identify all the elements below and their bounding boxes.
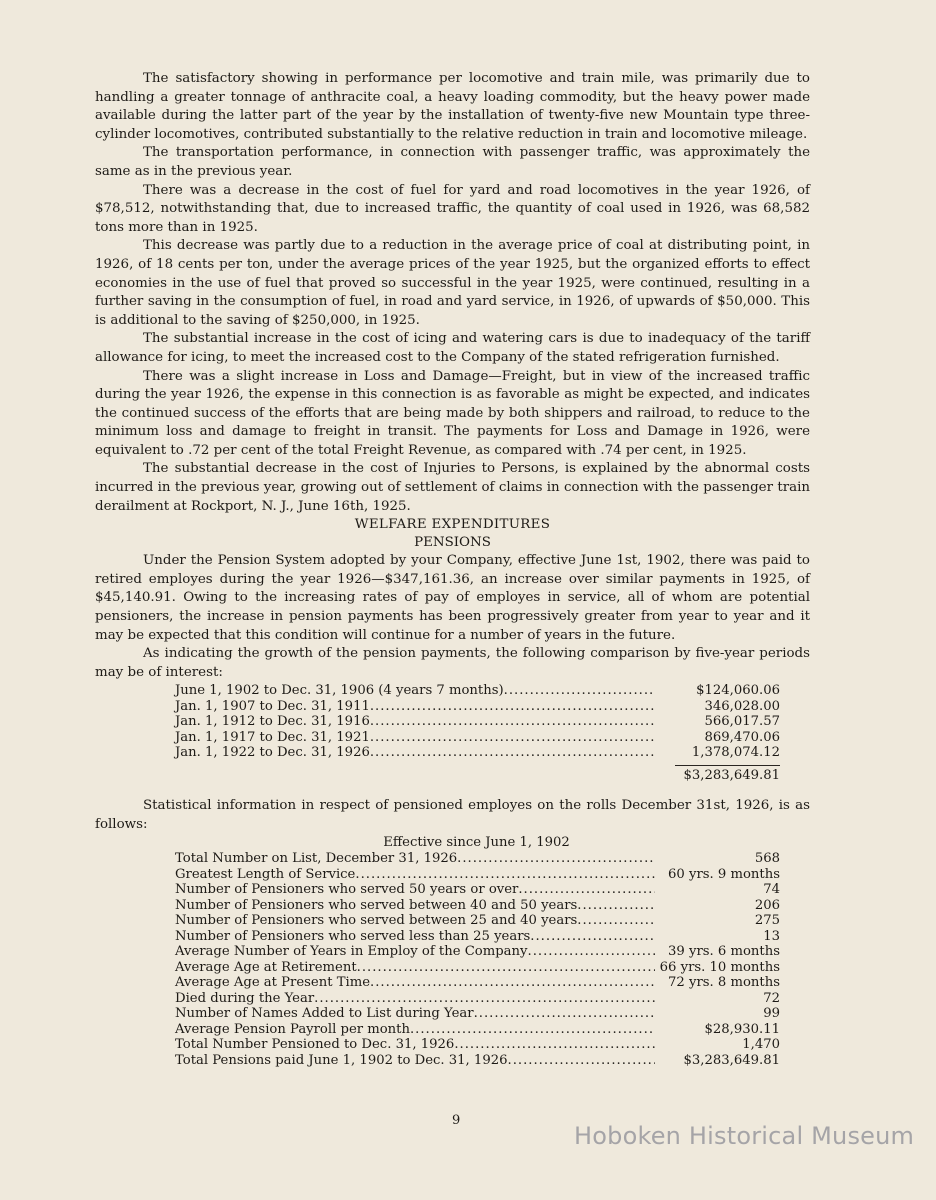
- paragraph-3: There was a decrease in the cost of fuel for yard and road locomotives in the year 1926, of $78,512, notwithstanding that, due to increased traffic, the quantity of coal used in 1926, was 68,582 tons more than in 1925.: [95, 182, 810, 235]
- report-body: [95, 70, 810, 1068]
- section-subheading: PENSIONS: [414, 535, 491, 551]
- table-row: Average Age at Retirement ..... 66 yrs. 10 months: [175, 960, 780, 976]
- table-row: Number of Pensioners who served between 25 and 40 years ..... 275: [175, 913, 780, 929]
- table-row: June 1, 1902 to Dec. 31, 1906 (4 years 7 months) ..... $124,060.06: [175, 683, 780, 699]
- table-row: Jan. 1, 1912 to Dec. 31, 1916 ..... 566,017.57: [175, 714, 780, 730]
- pension-growth-table: [175, 683, 780, 761]
- pension-paragraph-1: Under the Pension System adopted by your Company, effective June 1st, 1902, there was paid to retired employes during the year 1926—$347,161.36, an increase over similar payments in 1925, of $45,140.91. Owing to the increasing rates of pay of employes in service, all of whom are potential pensioners, the increase in pension payments has been progressively greater from year to year and it may be expected that this condition will continue for a number of years in the future.: [95, 553, 810, 643]
- page-number: 9: [452, 1113, 461, 1128]
- paragraph-1: The satisfactory showing in performance per locomotive and train mile, was primarily due to handling a greater tonnage of anthracite coal, a heavy loading commodity, but the heavy power made available during the latter part of the year by the installation of twenty-five new Mountain type three-cylinder locomotives, contributed substantially to the relative reduction in train and locomotive mileage.: [95, 71, 810, 142]
- table-row: Average Number of Years in Employ of the Company ..... 39 yrs. 6 months: [175, 944, 780, 960]
- statistics-heading: Effective since June 1, 1902: [383, 835, 570, 851]
- paragraph-6: There was a slight increase in Loss and Damage—Freight, but in view of the increased traffic during the year 1926, the expense in this connection is as favorable as might be expected, and indicates the continued success of the efforts that are being made by both shippers and railroad, to reduce to the minimum loss and damage to freight in transit. The payments for Loss and Damage in 1926, were equivalent to .72 per cent of the total Freight Revenue, as compared with .74 per cent, in 1925.: [95, 368, 810, 458]
- paragraph-4: This decrease was partly due to a reduction in the average price of coal at distributing point, in 1926, of 18 cents per ton, under the average prices of the year 1925, but the organized efforts to effect economies in the use of fuel that proved so successful in the year 1925, were continued, resulting in a further saving in the consumption of fuel, in road and yard service, in 1926, of upwards of $50,000. This is additional to the saving of $250,000, in 1925.: [95, 238, 810, 328]
- table-row: Greatest Length of Service ..... 60 yrs. 9 months: [175, 867, 780, 883]
- museum-watermark: Hoboken Historical Museum: [574, 1122, 915, 1150]
- paragraph-2: The transportation performance, in connection with passenger traffic, was approximately the same as in the previous year.: [95, 145, 810, 179]
- table-row: Jan. 1, 1907 to Dec. 31, 1911 ..... 346,028.00: [175, 699, 780, 715]
- table-row: Number of Pensioners who served 50 years or over ..... 74: [175, 882, 780, 898]
- table-row: Jan. 1, 1922 to Dec. 31, 1926 ..... 1,378,074.12: [175, 745, 780, 761]
- table-row: Total Pensions paid June 1, 1902 to Dec. 31, 1926 ..... $3,283,649.81: [175, 1053, 780, 1069]
- table-row: Total Number on List, December 31, 1926 ..... 568: [175, 851, 780, 867]
- growth-total: [175, 761, 780, 785]
- paragraph-7: The substantial decrease in the cost of Injuries to Persons, is explained by the abnormal costs incurred in the previous year, growing out of settlement of claims in connection with the passenger train derailment at Rockport, N. J., June 16th, 1925.: [95, 461, 810, 514]
- table-row: Jan. 1, 1917 to Dec. 31, 1921 ..... 869,470.06: [175, 730, 780, 746]
- table-row: Number of Pensioners who served between 40 and 50 years ..... 206: [175, 898, 780, 914]
- table-row: Total Number Pensioned to Dec. 31, 1926 ..... 1,470: [175, 1037, 780, 1053]
- table-row: Average Pension Payroll per month ..... $28,930.11: [175, 1022, 780, 1038]
- total-rule: [675, 765, 780, 766]
- paragraph-5: The substantial increase in the cost of icing and watering cars is due to inadequacy of the tariff allowance for icing, to meet the increased cost to the Company of the stated refrigeration furnished.: [95, 331, 810, 365]
- table-row: Number of Pensioners who served less than 25 years ..... 13: [175, 929, 780, 945]
- table-row: Number of Names Added to List during Year ..... 99: [175, 1006, 780, 1022]
- growth-total-amount: $3,283,649.81: [683, 767, 780, 783]
- statistics-intro: Statistical information in respect of pensioned employes on the rolls December 31st, 1926, is as follows:: [95, 797, 810, 832]
- table-row: Died during the Year ..... 72: [175, 991, 780, 1007]
- pension-statistics-table: [175, 851, 780, 1068]
- pension-paragraph-2: As indicating the growth of the pension payments, the following comparison by five-year periods may be of interest:: [95, 646, 810, 680]
- section-heading: WELFARE EXPENDITURES: [354, 517, 551, 533]
- table-row: Average Age at Present Time ..... 72 yrs. 8 months: [175, 975, 780, 991]
